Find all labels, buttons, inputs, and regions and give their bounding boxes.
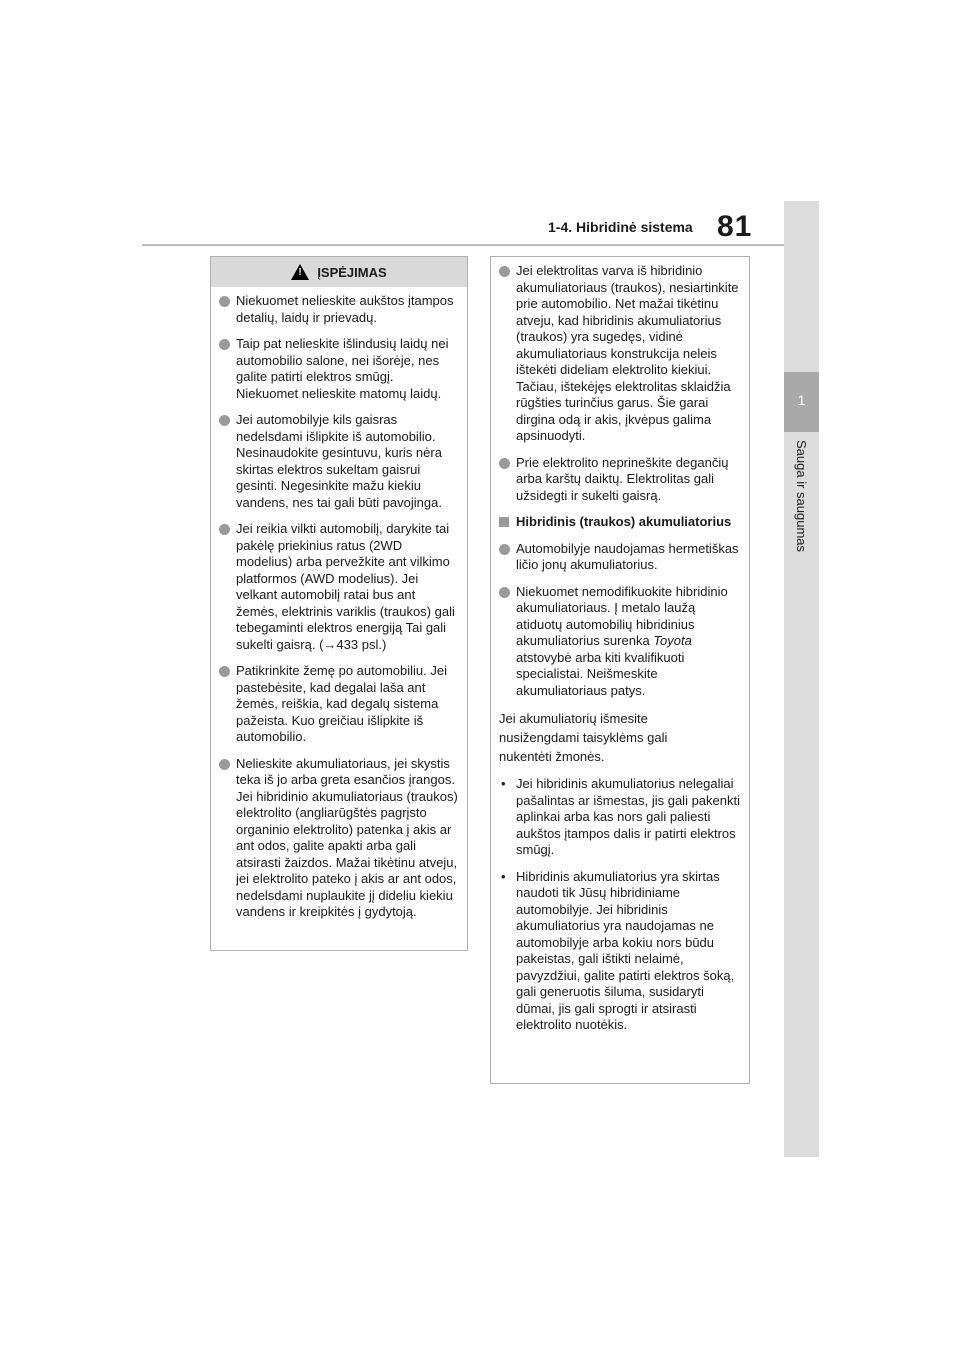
warning-box <box>210 256 468 951</box>
list-item: Jei elektrolitas varva iš hibridinio akumuliatoriaus (traukos), nesiartinkite prie automobilio. Net mažai tikėtinu atveju, kad hibridinis akumuliatorius (traukos) yra sugedęs, vidinė akumuliatoriaus konstrukcija neleis ištekėti dideliam elektrolito kiekiui. Tačiau, ištekėjęs elektrolitas sklaidžia rūgšties turinčius garus. Šie garai dirgina odą ir akis, įkvėpus galima apsinuodyti. <box>499 263 741 445</box>
list-item: Jei automobilyje kils gaisras nedelsdami išlipkite iš automobilio. Nesinaudokite gesintuvu, kuris nėra skirtas elektros sukeltam gaisrui gesinti. Negesinkite mažu kiekiu vandens, nes tai gali būti pavojinga. <box>219 412 459 511</box>
bullet-dot-icon <box>219 339 230 350</box>
chapter-number: 1 <box>797 392 806 408</box>
bullet-dot-icon <box>219 666 230 677</box>
list-item: Patikrinkite žemę po automobiliu. Jei pastebėsite, kad degalai laša ant žemės, reiškia, kad degalų sistema pažeista. Kuo greičiau išlipkite iš automobilio. <box>219 663 459 746</box>
section-title: 1-4. Hibridinė sistema <box>548 219 693 235</box>
paragraph: Jei akumuliatorių išmesite nusižengdami taisyklėms gali nukentėti žmonės. <box>499 711 668 764</box>
list-item: • Jei hibridinis akumuliatorius nelegaliai pašalintas ar išmestas, jis gali pakenkti aplinkai arba kas nors gali paliesti aukštos įtampos dalis ir patirti elektros smūgį. <box>501 776 740 857</box>
side-tab <box>784 201 819 1157</box>
list-item: • Hibridinis akumuliatorius yra skirtas naudoti tik Jūsų hibridiniame automobilyje. Jei hibridinis akumuliatorius yra naudojamas ne automobilyje arba kokiu nors būdu pakeistas, gali ištikti nelaimė, pavyzdžiui, galite patirti elektros šoką, gali generuotis šiluma, susidaryti dūmai, jis gali sprogti ir atsirasti elektrolito nuotėkis. <box>501 868 735 1032</box>
brand-name: Toyota <box>653 633 692 648</box>
bullet-dot-icon <box>499 458 510 469</box>
bullet-dot-icon <box>499 587 510 598</box>
page-number: 81 <box>717 210 753 243</box>
bullet-dot-icon <box>219 415 230 426</box>
bullet-dot-icon <box>219 296 230 307</box>
list-item: Taip pat nelieskite išlindusių laidų nei automobilio salone, nei išorėje, nes galite patirti elektros smūgį. Niekuomet nelieskite matomų laidų. <box>219 336 459 402</box>
list-item: Prie elektrolito neprineškite degančių arba karštų daiktų. Elektrolitas gali užsidegti ir sukelti gaisrą. <box>499 455 741 505</box>
warning-triangle-icon: ! <box>291 264 309 280</box>
warning-title: ĮSPĖJIMAS <box>317 264 387 280</box>
bullet-dot-icon <box>499 266 510 277</box>
header-divider <box>142 244 784 246</box>
chapter-label: Sauga ir saugumas <box>794 440 809 553</box>
bullet-dot-icon <box>219 524 230 535</box>
bullet-mark: • <box>501 776 506 791</box>
warning-header <box>211 257 467 287</box>
list-item: Jei reikia vilkti automobilį, darykite tai pakėlę priekinius ratus (2WD modelius) arba pervežkite ant vilkimo platformos (AWD modelius). Jei velkant automobilį ratai bus ant žemės, elektrinis variklis (traukos) gali tebegaminti elektros energiją Tai gali sukelti gaisrą. (→433 psl.) <box>219 521 459 653</box>
section-heading: Hibridinis (traukos) akumuliatorius <box>499 514 741 531</box>
list-item: Nelieskite akumuliatoriaus, jei skystis teka iš jo arba greta esančios įrangos. Jei hibridinio akumuliatoriaus (traukos) elektrolito (angliarūgštės pagrįsto organinio elektrolito) patenka į akis ar ant odos, galite apakti arba gali atsirasti žaizdos. Mažai tikėtinu atveju, jei elektrolito pateko į akis ar ant odos, nedelsdami nuplaukite jį dideliu kiekiu vandens ir kreipkitės į gydytoją. <box>219 756 459 921</box>
content-box <box>490 256 750 1084</box>
list-item: Niekuomet nelieskite aukštos įtampos detalių, laidų ir prievadų. <box>219 293 459 326</box>
bullet-dot-icon <box>499 544 510 555</box>
heading-square-icon <box>499 517 509 527</box>
list-item: Niekuomet nemodifikuokite hibridinio akumuliatoriaus. Į metalo laužą atiduotų automobilių hibridinius akumuliatorius surenka Toyota atstovybė arba kiti kvalifikuoti specialistai. Neišmeskite akumuliatoriaus patys. <box>499 584 741 700</box>
bullet-mark: • <box>501 868 506 884</box>
list-item: Automobilyje naudojamas hermetiškas ličio jonų akumuliatorius. <box>499 541 741 574</box>
bullet-dot-icon <box>219 759 230 770</box>
